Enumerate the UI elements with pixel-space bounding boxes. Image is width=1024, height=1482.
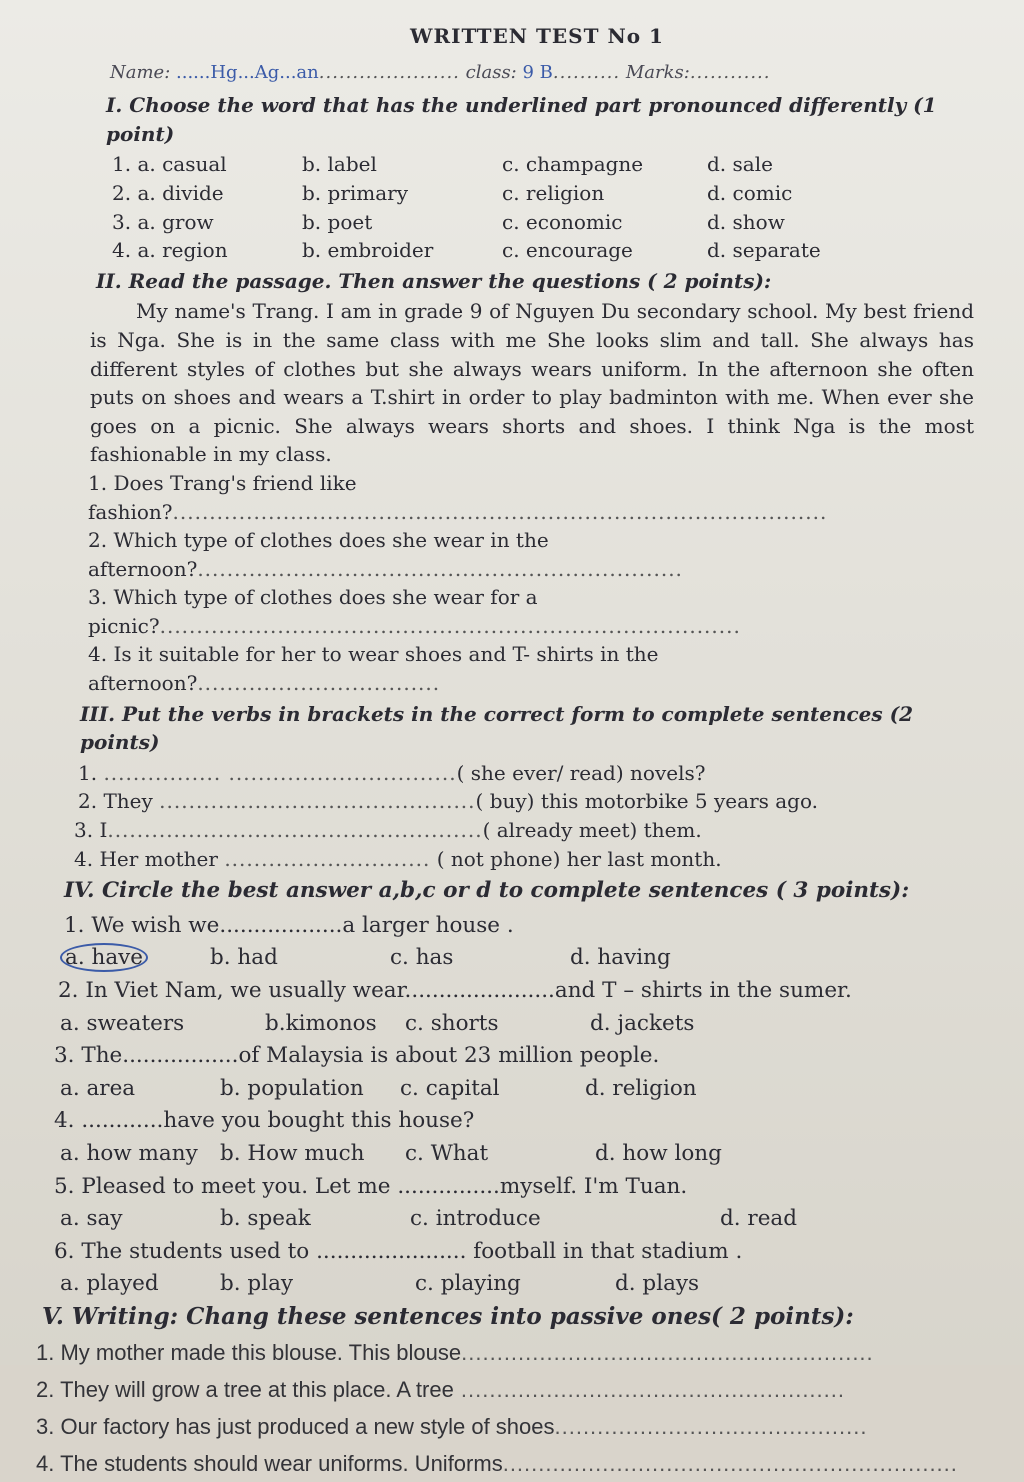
verb-item-3-prefix: 3. I: [74, 818, 108, 843]
s1-r1-c: c. champagne: [502, 152, 644, 177]
answer-line-4: .................................: [197, 671, 441, 696]
mc-5-b: b. speak: [220, 1206, 311, 1232]
mc-options-1: [60, 942, 984, 975]
mc-3-c: c. capital: [400, 1075, 500, 1101]
question-4-text: 4. Is it suitable for her to wear shoes and T- shirts in the afternoon?: [88, 642, 659, 696]
s1-r1-d: d. sale: [707, 152, 773, 177]
mc-5-c: c. introduce: [410, 1206, 541, 1232]
mc-6-d: d. plays: [615, 1271, 700, 1297]
answer-line-1: .........................................................................................: [172, 499, 828, 524]
name-value: ......Hg...Ag...an: [176, 61, 319, 83]
marks-dots: ............: [689, 61, 771, 83]
header-line: [110, 59, 984, 88]
s1-r1-b: b. label: [302, 152, 377, 177]
passive-item-3-text: 3. Our factory has just produced a new style of shoes: [36, 1413, 555, 1439]
mc-6-a: a. played: [60, 1271, 159, 1297]
verb-item-3: [74, 816, 984, 845]
question-3: [88, 583, 984, 640]
mc-1-a: [60, 942, 210, 975]
passive-item-1-dots: ..........................................................: [461, 1339, 874, 1365]
s1-r2-a: 2. a. divide: [112, 180, 224, 205]
s1-r1-a: 1. a. casual: [112, 152, 227, 177]
mc-5-a: a. say: [60, 1206, 123, 1232]
section-1-options: [60, 150, 984, 264]
answer-line-2: ..................................................................: [197, 556, 683, 581]
mc-options-4: [60, 1138, 984, 1171]
verb-item-4-dots: ............................: [224, 846, 431, 871]
verb-item-2-dots: ...........................................: [159, 789, 476, 814]
reading-passage: My name's Trang. I am in grade 9 of Nguyen Du secondary school. My best friend is Nga. She is in the same class with me She looks slim and tall. She always has different styles of clothes but she always wears uniform. In the afternoon she often puts on shoes and wears a T.shirt in order to play badminton with me. When ever she goes on a picnic. She always wears shorts and shoes. I think Nga is the most fashionable in my class.: [90, 299, 974, 467]
mc-2-b: b.kimonos: [265, 1010, 377, 1036]
mc-4-d: d. how long: [595, 1140, 722, 1166]
mc-4-a: a. how many: [60, 1140, 198, 1166]
mc-3-a: a. area: [60, 1075, 136, 1101]
mc-3-d: d. religion: [585, 1075, 697, 1101]
section-3-heading: III. Put the verbs in brackets in the correct form to complete sentences (2 points): [80, 701, 913, 755]
passive-item-4-dots: ................................................................: [502, 1450, 958, 1476]
question-3-text: 3. Which type of clothes does she wear for a picnic?: [88, 585, 538, 638]
mc-1-b: b. had: [210, 945, 278, 971]
mc-3-b: b. population: [220, 1075, 364, 1101]
name-label: Name:: [110, 61, 171, 83]
mc-4-c: c. What: [405, 1140, 489, 1166]
mc-5-d: d. read: [720, 1206, 798, 1232]
mc-question-4: 4. ............have you bought this house?: [54, 1108, 475, 1134]
class-dots: ..........: [552, 61, 621, 83]
mc-question-6: 6. The students used to ...................... football in that stadium .: [54, 1238, 743, 1264]
s1-r4-a: 4. a. region: [112, 238, 228, 263]
name-dots: .....................: [318, 61, 460, 83]
section-2-heading: II. Read the passage. Then answer the questions ( 2 points):: [96, 268, 772, 293]
mc-question-1: 1. We wish we..................a larger house .: [64, 912, 514, 938]
class-value: 9 B: [522, 61, 553, 83]
s1-r3-d: d. show: [707, 209, 785, 234]
section-4-heading: IV. Circle the best answer a,b,c or d to complete sentences ( 3 points):: [64, 878, 910, 904]
s1-r2-c: c. religion: [502, 180, 605, 205]
verb-item-1-prefix: 1.: [78, 760, 98, 785]
question-1-text: 1. Does Trang's friend like fashion?: [88, 470, 357, 524]
mc-1-a-circled: a. have: [60, 943, 148, 972]
s1-r3-a: 3. a. grow: [112, 209, 214, 234]
s1-r4-c: c. encourage: [502, 238, 633, 263]
s1-r4-b: b. embroider: [302, 238, 434, 263]
mc-options-5: [60, 1203, 984, 1236]
question-4: [88, 640, 984, 697]
marks-label: Marks:: [625, 61, 690, 83]
passive-item-3: [36, 1408, 1006, 1445]
mc-2-d: d. jackets: [590, 1010, 695, 1036]
question-2: [88, 526, 984, 583]
mc-options-6: [60, 1268, 984, 1301]
passive-item-4-text: 4. The students should wear uniforms. Uniforms: [36, 1450, 503, 1476]
verb-item-3-dots: ...................................................: [107, 818, 483, 843]
verb-item-2: [78, 787, 984, 816]
mc-options-2: [60, 1008, 984, 1041]
verb-item-4-rest: ( not phone) her last month.: [436, 846, 722, 871]
mc-question-3: 3. The.................of Malaysia is about 23 million people.: [54, 1043, 660, 1069]
question-2-text: 2. Which type of clothes does she wear in the afternoon?: [88, 528, 549, 581]
verb-item-2-prefix: 2. They: [78, 789, 153, 814]
verb-item-1-dots: ................ ...............................: [103, 760, 457, 785]
s1-r4-d: d. separate: [707, 238, 821, 263]
page-title: WRITTEN TEST No 1: [410, 24, 664, 48]
s1-r3-b: b. poet: [302, 209, 373, 234]
mc-4-b: b. How much: [220, 1140, 365, 1166]
verb-item-4-prefix: 4. Her mother: [74, 846, 218, 871]
mc-1-d: d. having: [570, 945, 671, 971]
passive-item-1-text: 1. My mother made this blouse. This blouse: [36, 1339, 462, 1365]
mc-2-a: a. sweaters: [60, 1010, 185, 1036]
passive-item-2: [36, 1371, 1006, 1408]
class-label: class:: [465, 61, 517, 83]
mc-2-c: c. shorts: [405, 1010, 499, 1036]
mc-options-3: [60, 1073, 984, 1106]
verb-item-1: [78, 759, 984, 788]
mc-6-c: c. playing: [415, 1271, 521, 1297]
verb-item-2-rest: ( buy) this motorbike 5 years ago.: [475, 789, 819, 814]
verb-item-3-rest: ( already meet) them.: [482, 818, 702, 843]
mc-6-b: b. play: [220, 1271, 294, 1297]
s1-r3-c: c. economic: [502, 209, 623, 234]
mc-question-5: 5. Pleased to meet you. Let me ...............myself. I'm Tuan.: [54, 1173, 688, 1199]
mc-1-c: c. has: [390, 945, 454, 971]
verb-item-1-rest: ( she ever/ read) novels?: [456, 760, 706, 785]
question-1: [88, 469, 984, 526]
section-5-items: [36, 1334, 1006, 1482]
passive-item-4: [36, 1445, 1006, 1482]
s1-r2-b: b. primary: [302, 180, 409, 205]
section-5-heading: V. Writing: Chang these sentences into passive ones( 2 points):: [42, 1302, 854, 1330]
passive-item-2-dots: ......................................................: [453, 1376, 845, 1402]
s1-r2-d: d. comic: [707, 180, 793, 205]
section-4: [54, 875, 984, 1301]
verb-item-4: [74, 845, 984, 874]
passive-item-2-text: 2. They will grow a tree at this place. A tree: [36, 1376, 454, 1402]
answer-line-3: ...............................................................................: [159, 613, 741, 638]
mc-question-2: 2. In Viet Nam, we usually wear......................and T – shirts in the sumer.: [58, 978, 852, 1003]
passive-item-3-dots: ............................................: [554, 1413, 868, 1439]
section-1-heading: I. Choose the word that has the underlined part pronounced differently (1 point): [106, 93, 937, 146]
